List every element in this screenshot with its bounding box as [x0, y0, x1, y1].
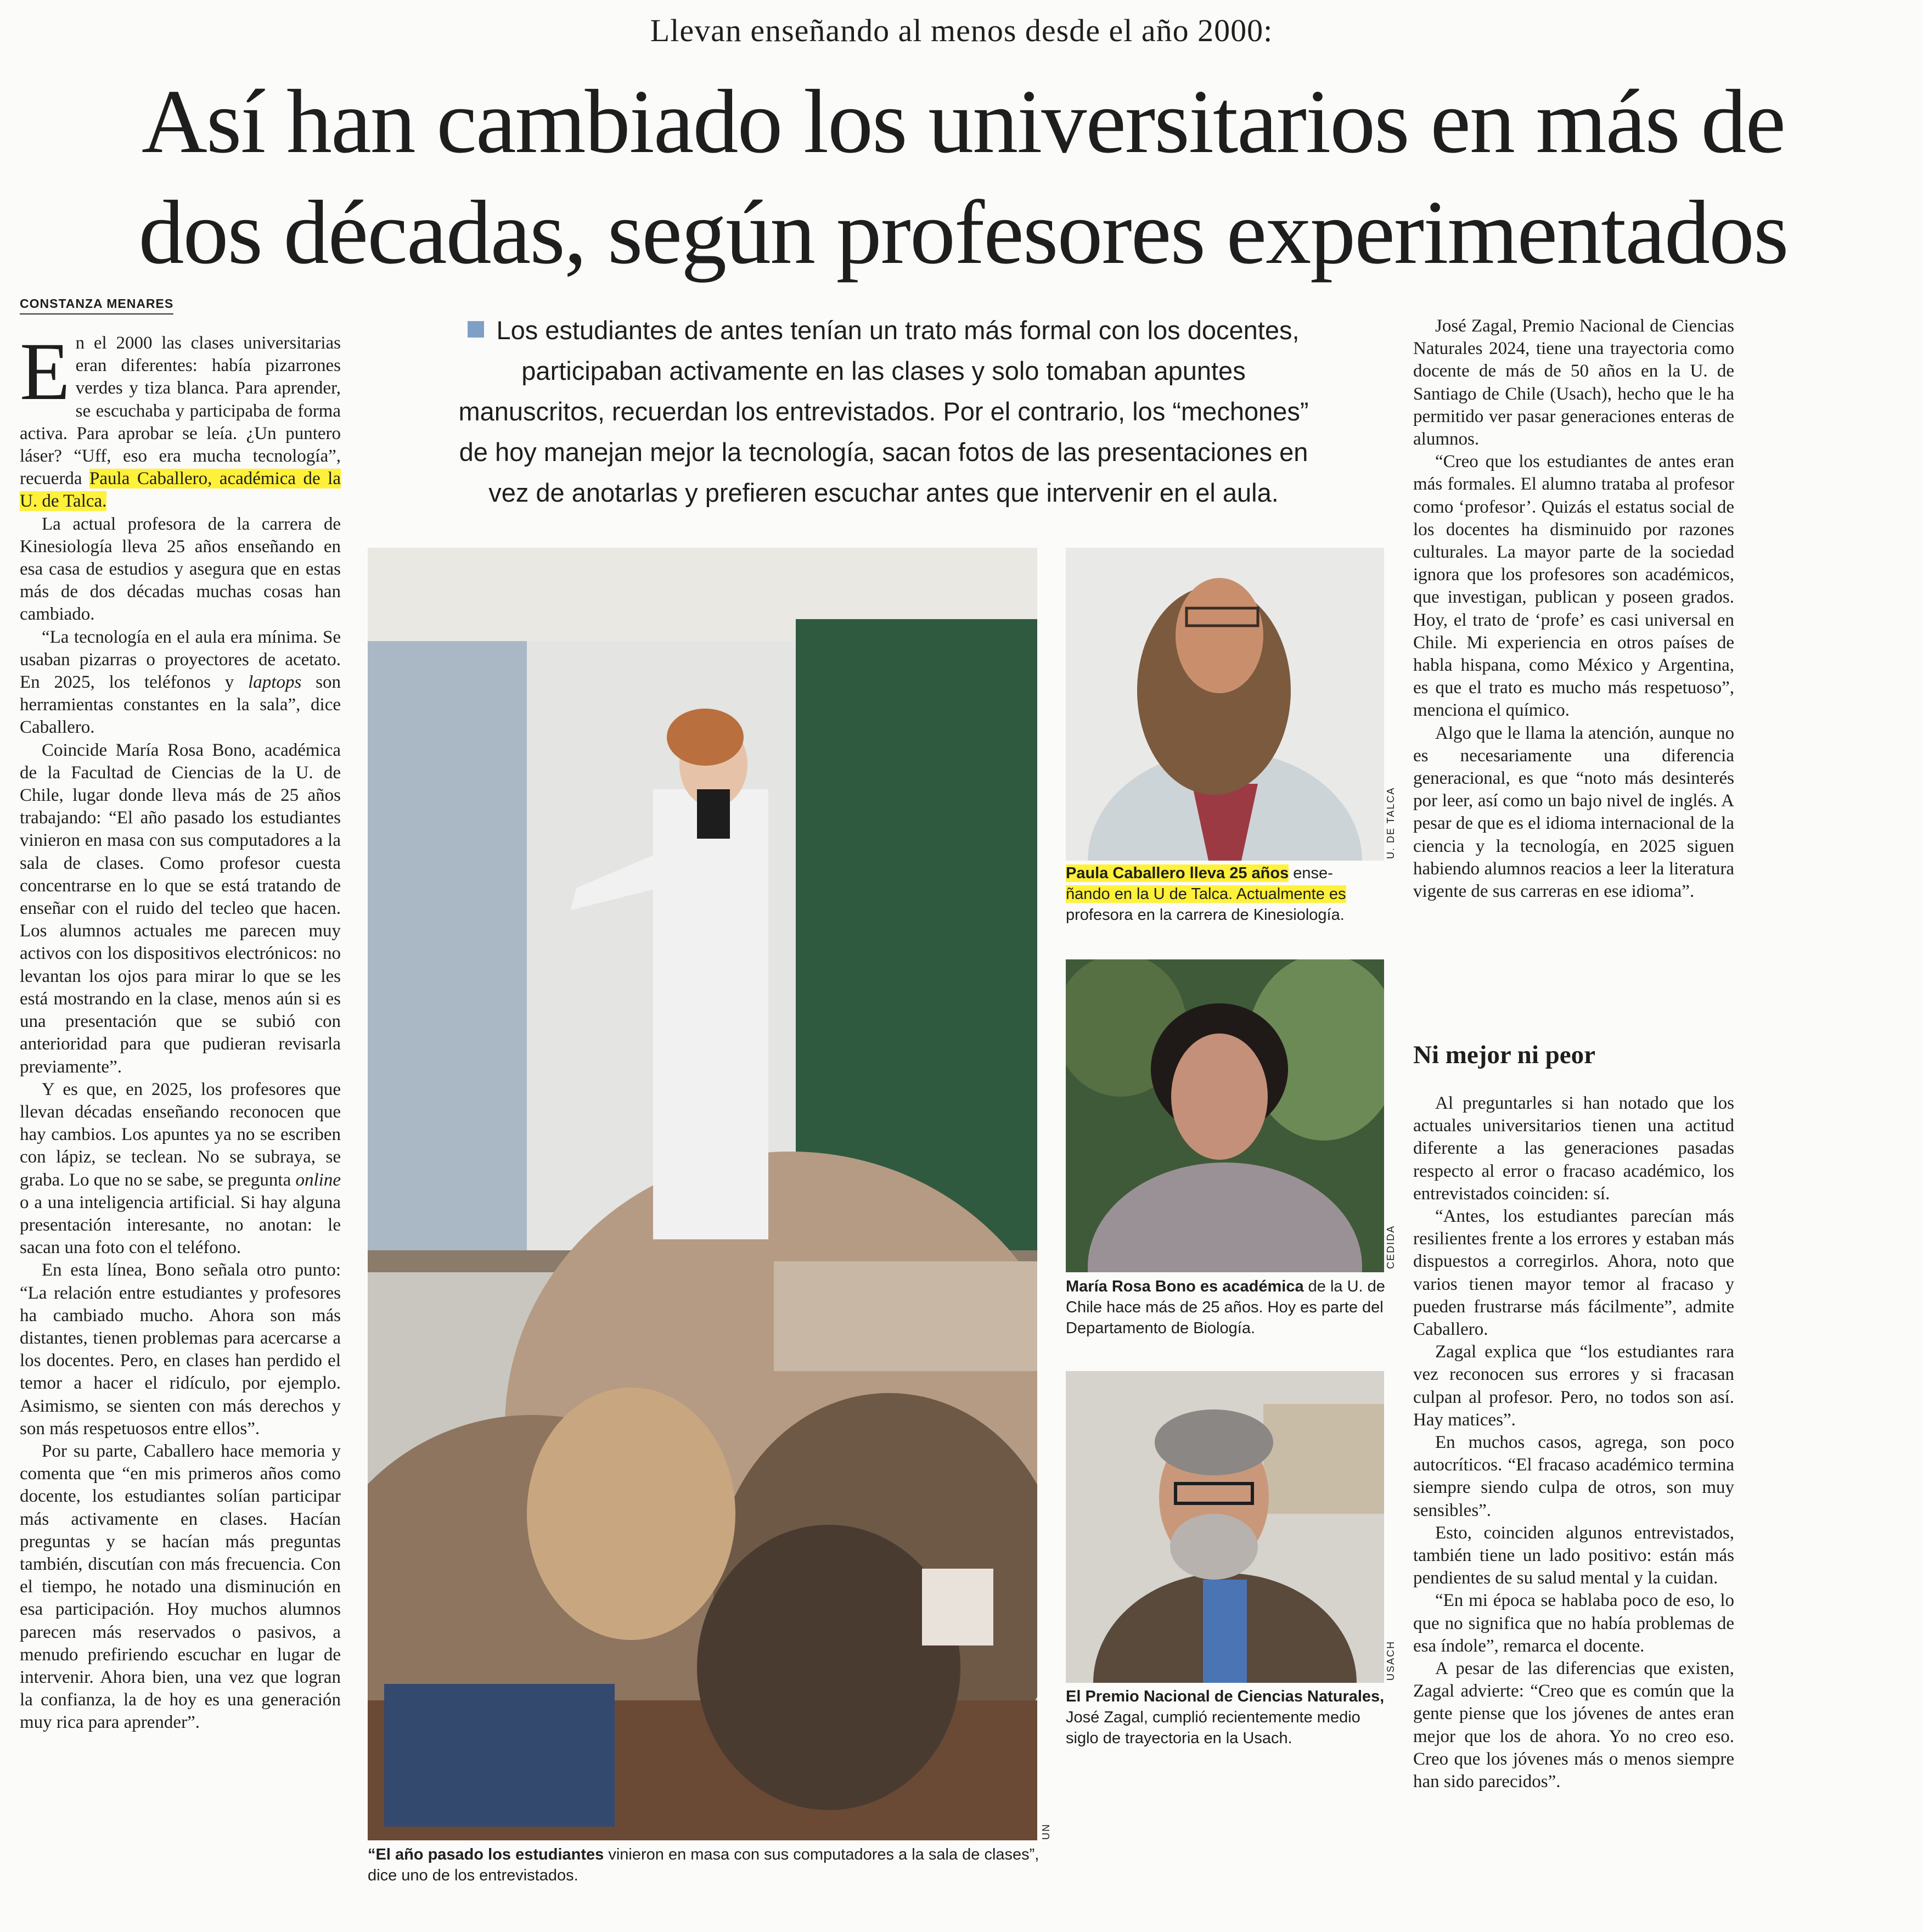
paragraph: “En mi época se hablaba poco de eso, lo que no significa que no había problemas de esa índole”, remarca el docente.	[1413, 1591, 1734, 1656]
headline	[22, 66, 1904, 288]
article-column-3-continued	[1413, 1092, 1734, 1793]
paragraph: A pesar de las diferencias que existen, Zagal advierte: “Creo que es común que la gente piense que los jóvenes de antes eran mejor que los de ahora. Yo no creo eso. Creo que los jóvenes más o menos siempre han sido parecidos”.	[1413, 1659, 1734, 1792]
paragraph: “Creo que los estudiantes de antes eran más formales. El alumno trataba al profesor como ‘profesor’. Quizás el estatus social de los docentes ha disminuido por razones culturales. La mayor parte de la sociedad ignora que los profesores son académicos, que investigan, publican y poseen grados. Hoy, el trato de ‘profe’ es casi universal en Chile. Mi experiencia en otros países de habla hispana, como México y Argentina, es que el trato es mucho más respetuoso”, menciona el químico.	[1413, 452, 1734, 721]
paragraph: Zagal explica que “los estudiantes rara vez reconocen sus errores y si fracasan culpan al profesor. Pero, no todos son así. Hay matices”.	[1413, 1342, 1734, 1430]
paragraph: “La tecnología en el aula era mínima. Se usaban pizarras o proyectores de acetato. En 2025, los teléfonos y laptops son herramientas constantes en la sala”, dice Caballero.	[20, 627, 341, 738]
paragraph: Por su parte, Caballero hace memoria y comenta que “en mis primeros años como docente, los estudiantes solían participar más activamente en clases. Hacían preguntas y se hacían más preguntas también, discutían con más frecuencia. Con el tiempo, he notado una disminución en esa participación. Hoy muchos alumnos parecen más reservados o pasivos, a menudo prefiriendo escuchar en lugar de intervenir. Ahora bien, una vez que logran la confianza, la de hoy es una generación muy rica para aprender”.	[20, 1441, 341, 1733]
photo-credit: U. DE TALCA	[1385, 787, 1396, 859]
article-column-1	[20, 326, 341, 1734]
paragraph: En muchos casos, agrega, son poco autocríticos. “El fracaso académico termina siempre siendo culpa de otros, son muy sensibles”.	[1413, 1433, 1734, 1520]
photo-credit: UN	[1041, 1823, 1052, 1840]
main-photo-caption: “El año pasado los estudiantes vinieron en masa con sus computadores a la sala de clases”, dice uno de los entrevistados.	[368, 1846, 1039, 1884]
classroom-image	[368, 548, 1037, 1840]
portrait-image	[1066, 959, 1384, 1272]
paragraph: En esta línea, Bono señala otro punto: “La relación entre estudiantes y profesores ha cambiado mucho. Ahora son más distantes, tienen problemas para acercarse a los docentes. Pero, en clases han perdido el temor a hacer el ridículo, por ejemplo. Asimismo, se sienten con más derechos y son más respetuosos entre ellos”.	[20, 1260, 341, 1439]
portrait-paula-caballero	[1066, 548, 1384, 861]
paragraph: Algo que le llama la atención, aunque no es necesariamente una diferencia generacional, es que “noto más desinterés por leer, así como un bajo nivel de inglés. A pesar de que es el idioma internacional de la ciencia y la tecnología, en 2025 siguen habiendo alumnos reacios a leer la literatura vigente de sus carreras en ese idioma”.	[1413, 723, 1734, 902]
subheading: Ni mejor ni peor	[1413, 1041, 1595, 1069]
portrait-jose-zagal	[1066, 1371, 1384, 1683]
paragraph: Esto, coinciden algunos entrevistados, también tiene un lado positivo: están más pendientes de su salud mental y la cuidan.	[1413, 1523, 1734, 1588]
portrait-image	[1066, 548, 1384, 861]
paragraph: José Zagal, Premio Nacional de Ciencias Naturales 2024, tiene una trayectoria como docente de más de 50 años en la U. de Santiago de Chile (Usach), hecho que le ha permitido ver pasar generaciones enteras de alumnos.	[1413, 316, 1734, 450]
paragraph: Al preguntarles si han notado que los actuales universitarios tienen una actitud diferente a las generaciones pasadas respecto al error o fracaso académico, los entrevistados coinciden: sí.	[1413, 1093, 1734, 1204]
portrait-caption-1: Paula Caballero lleva 25 años ense- ñando en la U de Talca. Actualmente es profesora en la carrera de Kinesiología.	[1066, 864, 1346, 924]
portrait-maria-rosa-bono	[1066, 959, 1384, 1272]
article-column-3	[1413, 315, 1734, 903]
photo-credit: USACH	[1385, 1640, 1396, 1681]
byline: CONSTANZA MENARES	[20, 296, 173, 314]
paragraph: Y es que, en 2025, los profesores que llevan décadas enseñando reconocen que hay cambios. Los apuntes ya no se escriben con lápiz, se teclean. No se subraya, se graba. Lo que no se sabe, se pregunta online o a una inteligencia artificial. Si hay alguna presentación interesante, no anotan: le sacan una foto con el teléfono.	[20, 1079, 341, 1258]
kicker: Llevan enseñando al menos desde el año 2000:	[650, 13, 1273, 48]
paragraph: La actual profesora de la carrera de Kinesiología lleva 25 años enseñando en esa casa de estudios y asegura que en estas más de dos décadas muchas cosas han cambiado.	[20, 514, 341, 625]
lead-summary: Los estudiantes de antes tenían un trato más formal con los docentes, participaban activamente en las clases y solo tomaban apuntes manuscritos, recuerdan los entrevistados. Por el contrario, los “mechones” de hoy manejan mejor la tecnología, sacan fotos de las presentaciones en vez de anotarlas y prefieren escuchar antes que intervenir en el aula.	[458, 316, 1309, 507]
headline-line-1: Así han cambiado los universitarios en más de	[141, 71, 1785, 172]
drop-cap: E	[20, 326, 70, 417]
main-photo-classroom	[368, 548, 1037, 1840]
paragraph: En el 2000 las clases universitarias eran diferentes: había pizarrones verdes y tiza blanca. Para aprender, se escuchaba y participaba de forma activa. Para aprobar se leía. ¿Un puntero láser? “Uff, eso era mucha tecnología”, recuerda Paula Caballero, académica de la U. de Talca.	[20, 326, 341, 512]
portrait-caption-2: María Rosa Bono es académica de la U. de Chile hace más de 25 años. Hoy es parte del Departamento de Biología.	[1066, 1278, 1385, 1337]
highlighted-text: Paula Caballero, académica de la U. de Talca.	[20, 469, 341, 512]
paragraph: “Antes, los estudiantes parecían más resilientes frente a los errores y estaban más dispuestos a corregirlos. Ahora, noto que varios tienen mayor temor al fracaso y pueden frustrarse más fácilmente”, admite Caballero.	[1413, 1206, 1734, 1340]
headline-line-2: dos décadas, según profesores experimentados	[138, 182, 1788, 283]
photo-credit: CEDIDA	[1385, 1225, 1396, 1269]
bullet-square-icon	[468, 321, 484, 338]
portrait-image	[1066, 1371, 1384, 1683]
portrait-caption-3: El Premio Nacional de Ciencias Naturales, José Zagal, cumplió recientemente medio siglo de trayectoria en la Usach.	[1066, 1688, 1385, 1747]
paragraph: Coincide María Rosa Bono, académica de la Facultad de Ciencias de la U. de Chile, lugar donde lleva más de 25 años trabajando: “El año pasado los estudiantes vinieron en masa con sus computadores a la sala de clases. Como profesor cuesta concentrarse en lo que se está tratando de enseñar con el ruido del tecleo que hacen. Los alumnos actuales me parecen muy activos con los dispositivos electrónicos: no levantan los ojos para mirar lo que se les está mostrando en la clase, menos aún si es una presentación que se subió con anterioridad para que pudieran revisarla previamente”.	[20, 740, 341, 1077]
